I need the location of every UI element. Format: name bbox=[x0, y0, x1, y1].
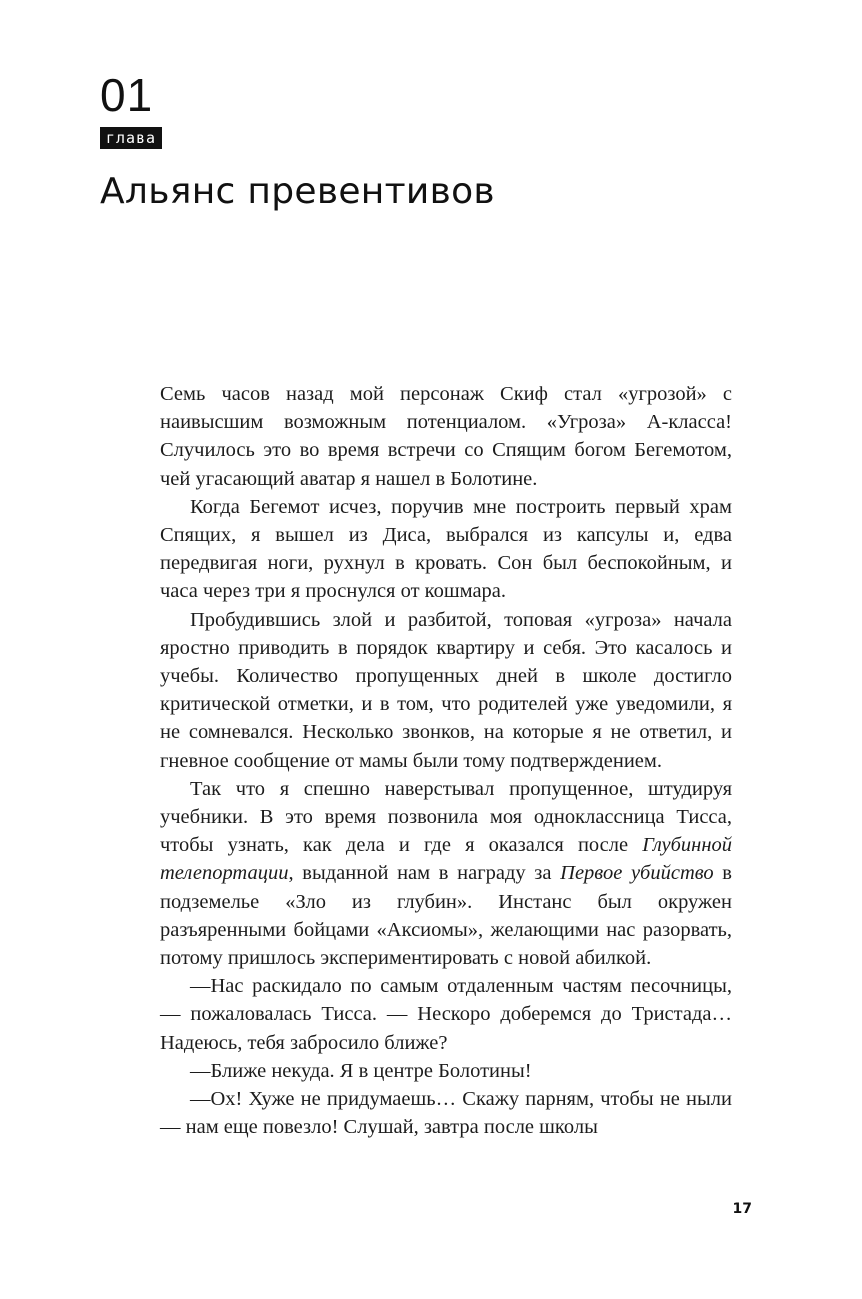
italic-term-first-kill: Первое убийство bbox=[560, 862, 714, 885]
paragraph-2: Когда Бегемот исчез, поручив мне построить первый храм Спящих, я вышел из Диса, выбрался из капсулы и, едва передвигая ноги, рухнул в кровать. Сон был беспокойным, и часа через три я проснулся от кошмара. bbox=[160, 495, 732, 603]
paragraph-7: —Ох! Хуже не придумаешь… Скажу парням, чтобы не ныли — нам еще повезло! Слушай, завтра после школы bbox=[160, 1088, 732, 1139]
paragraph-4 bbox=[160, 775, 732, 972]
chapter-title: Альянс превентивов bbox=[100, 171, 495, 212]
chapter-label: глава bbox=[100, 127, 162, 149]
body-text bbox=[160, 380, 732, 1141]
paragraph-4-part-3: в подземелье «Зло из глубин». Инстанс был окружен разъяренными бойцами «Аксиомы», желающими нас разорвать, потому пришлось экспериментировать с новой абилкой. bbox=[160, 862, 732, 970]
paragraph-3: Пробудившись злой и разбитой, топовая «угроза» начала яростно приводить в порядок квартиру и себя. Это касалось и учебы. Количество пропущенных дней в школе достигло критической отметки, и в том, что родителей уже уведомили, я не сомневался. Несколько звонков, на которые я не ответил, и гневное сообщение от мамы были тому подтверждением. bbox=[160, 608, 732, 772]
paragraph-6: —Ближе некуда. Я в центре Болотины! bbox=[190, 1059, 532, 1082]
paragraph-4-part-1: Так что я спешно наверстывал пропущенное, штудируя учебники. В это время позвонила моя одноклассница Тисса, чтобы узнать, как дела и где я оказался после bbox=[160, 777, 732, 857]
paragraph-1: Семь часов назад мой персонаж Скиф стал «угрозой» с наивысшим возможным потенциалом. «Угроза» А-класса! Случилось это во время встречи со Спящим богом Бегемотом, чей угасающий аватар я нашел в Болотине. bbox=[160, 383, 732, 490]
paragraph-5: —Нас раскидало по самым отдаленным частям песочницы, — пожаловалась Тисса. — Нескоро доберемся до Тристада… Надеюсь, тебя забросило ближе? bbox=[160, 975, 732, 1054]
chapter-number: 01 bbox=[100, 69, 154, 121]
page-number: 17 bbox=[732, 1201, 752, 1217]
italic-term-deep-teleport: Глубинной телепортации bbox=[160, 834, 732, 885]
paragraph-4-part-2: , выданной нам в награду за bbox=[288, 862, 561, 885]
